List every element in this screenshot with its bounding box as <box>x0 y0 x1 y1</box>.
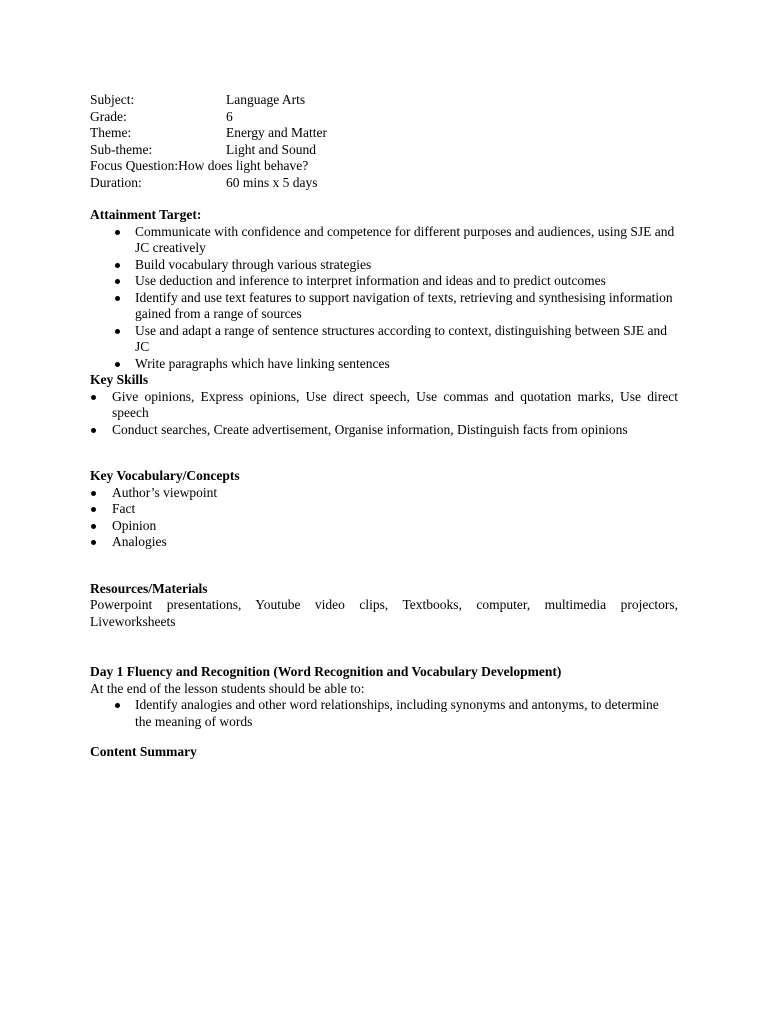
duration-row <box>90 175 678 192</box>
key-skills-list <box>90 389 678 439</box>
subject-row <box>90 92 678 109</box>
list-item <box>90 501 678 518</box>
focus-question-value: How does light behave? <box>178 158 309 173</box>
attainment-item-text: Use and adapt a range of sentence structures according to context, distinguishing between SJE and JC <box>135 322 667 354</box>
bullet-icon <box>115 329 120 334</box>
bullet-icon <box>91 540 96 545</box>
content-summary-heading: Content Summary <box>90 744 197 759</box>
bullet-icon <box>115 296 120 301</box>
day1-objectives-list <box>90 697 678 730</box>
vocabulary-heading: Key Vocabulary/Concepts <box>90 468 240 483</box>
duration-value: 60 mins x 5 days <box>226 174 318 190</box>
vocabulary-item-text: Opinion <box>112 517 157 533</box>
resources-heading: Resources/Materials <box>90 580 208 596</box>
vocabulary-list <box>90 485 678 551</box>
bullet-icon <box>91 428 96 433</box>
list-item <box>90 257 678 274</box>
duration-label: Duration: <box>90 174 142 190</box>
lesson-plan-page <box>90 92 678 761</box>
day1-intro: At the end of the lesson students should be able to: <box>90 680 365 696</box>
day1-heading: Day 1 Fluency and Recognition (Word Recognition and Vocabulary Development) <box>90 664 562 679</box>
bullet-icon <box>91 491 96 496</box>
subtheme-row <box>90 142 678 159</box>
bullet-icon <box>115 703 120 708</box>
subtheme-value: Light and Sound <box>226 141 316 157</box>
lesson-info <box>90 92 678 191</box>
list-item <box>90 518 678 535</box>
attainment-item-text: Use deduction and inference to interpret information and ideas and to predict outcomes <box>135 273 606 288</box>
list-item <box>90 356 678 373</box>
bullet-icon <box>115 263 120 268</box>
attainment-list <box>90 224 678 373</box>
vocabulary-item-text: Analogies <box>112 534 167 549</box>
bullet-icon <box>115 230 120 235</box>
key-skills-heading: Key Skills <box>90 372 149 387</box>
list-item <box>90 290 678 323</box>
key-skill-text: Give opinions, Express opinions, Use direct speech, Use commas and quotation marks, Use direct speech <box>112 388 678 420</box>
vocabulary-item-text: Fact <box>112 501 136 516</box>
vocabulary-item-text: Author’s viewpoint <box>112 484 218 500</box>
list-item <box>90 697 678 730</box>
focus-question-label: Focus Question: <box>90 158 179 173</box>
resources-text: Powerpoint presentations, Youtube video clips, Textbooks, computer, multimedia projectors, Liveworksheets <box>90 597 678 629</box>
attainment-item-text: Write paragraphs which have linking sentences <box>135 355 390 371</box>
attainment-item-text: Identify and use text features to support navigation of texts, retrieving and synthesising information gained from a range of sources <box>135 289 673 321</box>
bullet-icon <box>91 507 96 512</box>
subject-label: Subject: <box>90 92 135 107</box>
theme-label: Theme: <box>90 125 132 140</box>
bullet-icon <box>115 362 120 367</box>
list-item <box>90 389 678 422</box>
theme-value: Energy and Matter <box>226 125 327 140</box>
list-item <box>90 273 678 290</box>
grade-label: Grade: <box>90 108 127 124</box>
bullet-icon <box>91 395 96 400</box>
theme-row <box>90 125 678 142</box>
attainment-item-text: Build vocabulary through various strategies <box>135 256 372 272</box>
focus-question-row <box>90 158 678 175</box>
list-item <box>90 224 678 257</box>
grade-row <box>90 109 678 126</box>
grade-value: 6 <box>226 108 233 124</box>
subject-value: Language Arts <box>226 92 306 107</box>
bullet-icon <box>91 524 96 529</box>
attainment-heading: Attainment Target: <box>90 207 202 222</box>
bullet-icon <box>115 279 120 284</box>
list-item <box>90 422 678 439</box>
key-skill-text: Conduct searches, Create advertisement, Organise information, Distinguish facts from opinions <box>112 421 628 437</box>
subtheme-label: Sub-theme: <box>90 141 153 157</box>
list-item <box>90 534 678 551</box>
attainment-item-text: Communicate with confidence and competence for different purposes and audiences, using SJE and JC creatively <box>135 223 675 255</box>
day1-objective-text: Identify analogies and other word relationships, including synonyms and antonyms, to determine the meaning of words <box>135 697 659 729</box>
list-item <box>90 485 678 502</box>
list-item <box>90 323 678 356</box>
